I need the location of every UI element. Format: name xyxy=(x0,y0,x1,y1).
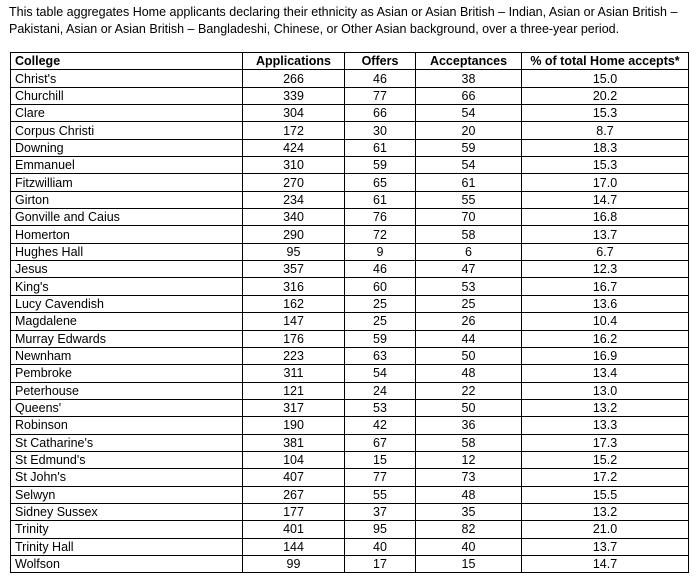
cell-acceptances: 26 xyxy=(416,313,522,330)
cell-percent-home-accepts: 13.7 xyxy=(522,538,689,555)
table-row xyxy=(11,261,689,278)
cell-college: Queens' xyxy=(11,399,243,416)
cell-offers: 66 xyxy=(345,105,416,122)
table-row xyxy=(11,330,689,347)
cell-applications: 162 xyxy=(243,295,345,312)
cell-college: Newnham xyxy=(11,347,243,364)
cell-offers: 59 xyxy=(345,330,416,347)
intro-paragraph: This table aggregates Home applicants declaring their ethnicity as Asian or Asian British – Indian, Asian or Asian British – Pakistani, Asian or Asian British – Bangladeshi, Chinese, or Other Asian background, over a three-year period. xyxy=(9,5,678,36)
table-row xyxy=(11,538,689,555)
cell-percent-home-accepts: 10.4 xyxy=(522,313,689,330)
cell-college: Murray Edwards xyxy=(11,330,243,347)
table-row xyxy=(11,226,689,243)
cell-acceptances: 50 xyxy=(416,347,522,364)
cell-percent-home-accepts: 13.3 xyxy=(522,417,689,434)
cell-acceptances: 82 xyxy=(416,521,522,538)
cell-percent-home-accepts: 14.7 xyxy=(522,191,689,208)
cell-acceptances: 38 xyxy=(416,70,522,87)
cell-college: Hughes Hall xyxy=(11,243,243,260)
cell-offers: 37 xyxy=(345,503,416,520)
cell-acceptances: 25 xyxy=(416,295,522,312)
table-row xyxy=(11,70,689,87)
cell-offers: 61 xyxy=(345,139,416,156)
table-row xyxy=(11,555,689,572)
cell-percent-home-accepts: 12.3 xyxy=(522,261,689,278)
cell-offers: 9 xyxy=(345,243,416,260)
cell-college: Wolfson xyxy=(11,555,243,572)
table-row xyxy=(11,417,689,434)
cell-offers: 65 xyxy=(345,174,416,191)
cell-college: Churchill xyxy=(11,87,243,104)
cell-percent-home-accepts: 13.2 xyxy=(522,399,689,416)
cell-acceptances: 12 xyxy=(416,451,522,468)
table-row xyxy=(11,365,689,382)
cell-acceptances: 58 xyxy=(416,226,522,243)
cell-college: Gonville and Caius xyxy=(11,209,243,226)
cell-college: St Edmund's xyxy=(11,451,243,468)
cell-offers: 77 xyxy=(345,87,416,104)
cell-college: Sidney Sussex xyxy=(11,503,243,520)
cell-college: Lucy Cavendish xyxy=(11,295,243,312)
cell-acceptances: 66 xyxy=(416,87,522,104)
cell-percent-home-accepts: 13.7 xyxy=(522,226,689,243)
cell-college: Pembroke xyxy=(11,365,243,382)
header-applications: Applications xyxy=(243,53,345,70)
header-college: College xyxy=(11,53,243,70)
table-row xyxy=(11,503,689,520)
cell-applications: 339 xyxy=(243,87,345,104)
cell-college: Jesus xyxy=(11,261,243,278)
cell-offers: 42 xyxy=(345,417,416,434)
cell-offers: 63 xyxy=(345,347,416,364)
cell-college: Peterhouse xyxy=(11,382,243,399)
cell-percent-home-accepts: 15.3 xyxy=(522,157,689,174)
cell-college: King's xyxy=(11,278,243,295)
table-row xyxy=(11,313,689,330)
cell-percent-home-accepts: 17.3 xyxy=(522,434,689,451)
cell-acceptances: 61 xyxy=(416,174,522,191)
table-row xyxy=(11,382,689,399)
cell-applications: 310 xyxy=(243,157,345,174)
cell-offers: 77 xyxy=(345,469,416,486)
cell-acceptances: 6 xyxy=(416,243,522,260)
table-row xyxy=(11,243,689,260)
cell-college: Homerton xyxy=(11,226,243,243)
table-row xyxy=(11,486,689,503)
table-row xyxy=(11,278,689,295)
cell-acceptances: 48 xyxy=(416,365,522,382)
cell-applications: 304 xyxy=(243,105,345,122)
cell-offers: 55 xyxy=(345,486,416,503)
cell-applications: 401 xyxy=(243,521,345,538)
cell-college: Magdalene xyxy=(11,313,243,330)
cell-acceptances: 70 xyxy=(416,209,522,226)
cell-applications: 266 xyxy=(243,70,345,87)
cell-offers: 59 xyxy=(345,157,416,174)
cell-percent-home-accepts: 15.0 xyxy=(522,70,689,87)
cell-applications: 176 xyxy=(243,330,345,347)
table-row xyxy=(11,122,689,139)
cell-offers: 25 xyxy=(345,313,416,330)
cell-acceptances: 48 xyxy=(416,486,522,503)
cell-college: Clare xyxy=(11,105,243,122)
cell-percent-home-accepts: 16.2 xyxy=(522,330,689,347)
cell-percent-home-accepts: 13.2 xyxy=(522,503,689,520)
cell-college: Robinson xyxy=(11,417,243,434)
cell-percent-home-accepts: 21.0 xyxy=(522,521,689,538)
cell-acceptances: 15 xyxy=(416,555,522,572)
cell-offers: 76 xyxy=(345,209,416,226)
cell-percent-home-accepts: 15.2 xyxy=(522,451,689,468)
cell-acceptances: 44 xyxy=(416,330,522,347)
cell-applications: 290 xyxy=(243,226,345,243)
cell-acceptances: 58 xyxy=(416,434,522,451)
cell-percent-home-accepts: 16.8 xyxy=(522,209,689,226)
table-row xyxy=(11,521,689,538)
cell-acceptances: 54 xyxy=(416,157,522,174)
table-row xyxy=(11,157,689,174)
header-acceptances: Acceptances xyxy=(416,53,522,70)
cell-percent-home-accepts: 8.7 xyxy=(522,122,689,139)
cell-offers: 54 xyxy=(345,365,416,382)
table-row xyxy=(11,191,689,208)
cell-college: Trinity Hall xyxy=(11,538,243,555)
cell-applications: 270 xyxy=(243,174,345,191)
cell-college: Fitzwilliam xyxy=(11,174,243,191)
cell-applications: 381 xyxy=(243,434,345,451)
cell-acceptances: 22 xyxy=(416,382,522,399)
cell-offers: 67 xyxy=(345,434,416,451)
cell-offers: 72 xyxy=(345,226,416,243)
cell-percent-home-accepts: 15.3 xyxy=(522,105,689,122)
cell-percent-home-accepts: 13.0 xyxy=(522,382,689,399)
cell-percent-home-accepts: 14.7 xyxy=(522,555,689,572)
cell-offers: 40 xyxy=(345,538,416,555)
cell-percent-home-accepts: 18.3 xyxy=(522,139,689,156)
header-percent-home-accepts: % of total Home accepts* xyxy=(522,53,689,70)
header-row xyxy=(11,53,689,70)
cell-percent-home-accepts: 13.4 xyxy=(522,365,689,382)
cell-acceptances: 36 xyxy=(416,417,522,434)
cell-college: Trinity xyxy=(11,521,243,538)
cell-percent-home-accepts: 20.2 xyxy=(522,87,689,104)
cell-applications: 407 xyxy=(243,469,345,486)
cell-acceptances: 73 xyxy=(416,469,522,486)
table-row xyxy=(11,87,689,104)
cell-offers: 15 xyxy=(345,451,416,468)
cell-acceptances: 47 xyxy=(416,261,522,278)
cell-offers: 24 xyxy=(345,382,416,399)
cell-applications: 121 xyxy=(243,382,345,399)
cell-acceptances: 40 xyxy=(416,538,522,555)
cell-applications: 316 xyxy=(243,278,345,295)
cell-applications: 177 xyxy=(243,503,345,520)
table-row xyxy=(11,105,689,122)
table-row xyxy=(11,347,689,364)
cell-college: Girton xyxy=(11,191,243,208)
cell-offers: 61 xyxy=(345,191,416,208)
cell-acceptances: 50 xyxy=(416,399,522,416)
cell-acceptances: 35 xyxy=(416,503,522,520)
cell-applications: 317 xyxy=(243,399,345,416)
cell-applications: 311 xyxy=(243,365,345,382)
cell-applications: 99 xyxy=(243,555,345,572)
table-row xyxy=(11,209,689,226)
cell-acceptances: 54 xyxy=(416,105,522,122)
cell-acceptances: 59 xyxy=(416,139,522,156)
cell-acceptances: 20 xyxy=(416,122,522,139)
cell-percent-home-accepts: 17.2 xyxy=(522,469,689,486)
header-offers: Offers xyxy=(345,53,416,70)
cell-college: St Catharine's xyxy=(11,434,243,451)
cell-applications: 357 xyxy=(243,261,345,278)
cell-acceptances: 53 xyxy=(416,278,522,295)
cell-college: Selwyn xyxy=(11,486,243,503)
cell-applications: 144 xyxy=(243,538,345,555)
cell-percent-home-accepts: 6.7 xyxy=(522,243,689,260)
cell-acceptances: 55 xyxy=(416,191,522,208)
cell-percent-home-accepts: 13.6 xyxy=(522,295,689,312)
cell-applications: 234 xyxy=(243,191,345,208)
cell-applications: 147 xyxy=(243,313,345,330)
cell-applications: 190 xyxy=(243,417,345,434)
cell-applications: 267 xyxy=(243,486,345,503)
cell-college: Emmanuel xyxy=(11,157,243,174)
cell-applications: 340 xyxy=(243,209,345,226)
cell-offers: 17 xyxy=(345,555,416,572)
table-row xyxy=(11,469,689,486)
cell-offers: 30 xyxy=(345,122,416,139)
table-row xyxy=(11,295,689,312)
cell-offers: 46 xyxy=(345,70,416,87)
cell-college: St John's xyxy=(11,469,243,486)
cell-college: Christ's xyxy=(11,70,243,87)
cell-percent-home-accepts: 16.7 xyxy=(522,278,689,295)
cell-offers: 95 xyxy=(345,521,416,538)
table-body xyxy=(11,70,689,573)
cell-applications: 95 xyxy=(243,243,345,260)
cell-offers: 53 xyxy=(345,399,416,416)
cell-applications: 172 xyxy=(243,122,345,139)
cell-college: Downing xyxy=(11,139,243,156)
cell-applications: 104 xyxy=(243,451,345,468)
cell-offers: 25 xyxy=(345,295,416,312)
cell-offers: 46 xyxy=(345,261,416,278)
table-row xyxy=(11,139,689,156)
cell-offers: 60 xyxy=(345,278,416,295)
cell-percent-home-accepts: 17.0 xyxy=(522,174,689,191)
ethnicity-applications-table xyxy=(10,52,689,573)
cell-college: Corpus Christi xyxy=(11,122,243,139)
table-row xyxy=(11,451,689,468)
cell-applications: 424 xyxy=(243,139,345,156)
cell-applications: 223 xyxy=(243,347,345,364)
table-row xyxy=(11,434,689,451)
table-row xyxy=(11,174,689,191)
table-row xyxy=(11,399,689,416)
cell-percent-home-accepts: 16.9 xyxy=(522,347,689,364)
cell-percent-home-accepts: 15.5 xyxy=(522,486,689,503)
